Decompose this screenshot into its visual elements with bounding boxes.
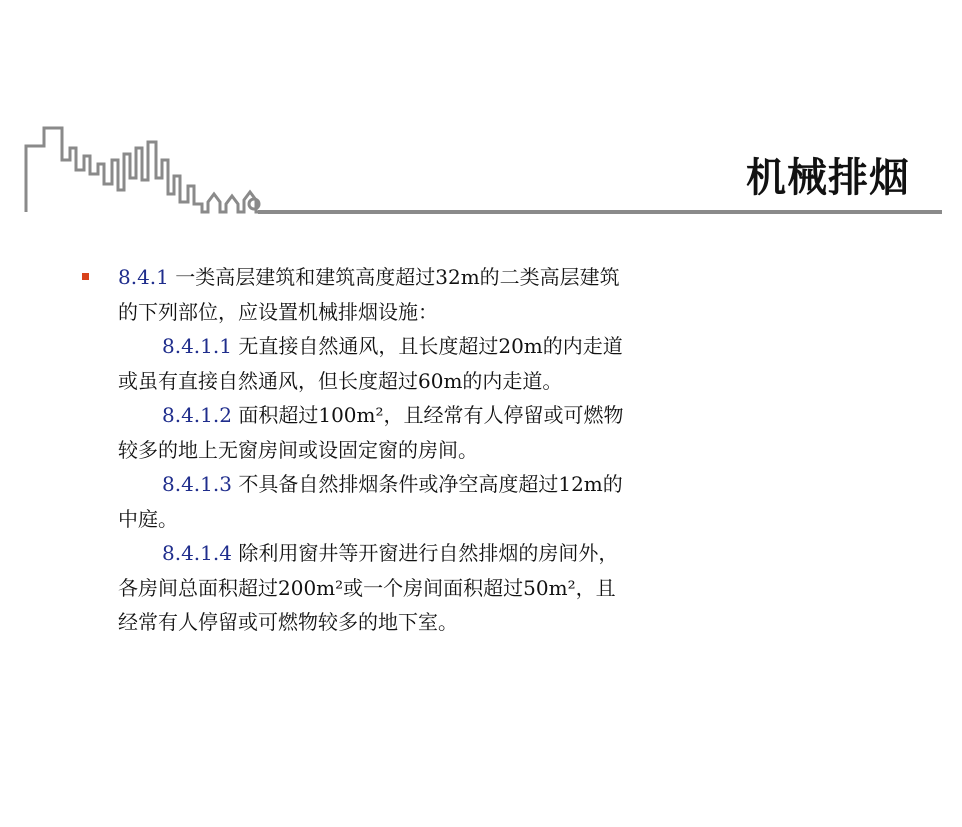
slide-title: 机械排烟 bbox=[746, 154, 910, 201]
clause-number: 8.4.1.2 bbox=[162, 403, 232, 427]
clause-text: 不具备自然排烟条件或净空高度超过12m的中庭。 bbox=[118, 472, 623, 531]
main-paragraph bbox=[118, 260, 628, 329]
clause-number: 8.4.1.3 bbox=[162, 472, 232, 496]
clause-text: 除利用窗井等开窗进行自然排烟的房间外，各房间总面积超过200m²或一个房间面积超过50m²，且经常有人停留或可燃物较多的地下室。 bbox=[118, 541, 619, 634]
content-body bbox=[118, 260, 628, 640]
clause-number: 8.4.1.4 bbox=[162, 541, 232, 565]
clause-number: 8.4.1 bbox=[118, 265, 169, 289]
sub-item-1 bbox=[118, 329, 628, 398]
clause-number: 8.4.1.1 bbox=[162, 334, 232, 358]
clause-text: 一类高层建筑和建筑高度超过32m的二类高层建筑的下列部位，应设置机械排烟设施： bbox=[118, 265, 620, 324]
bullet-square-icon bbox=[82, 273, 89, 280]
sub-item-4 bbox=[118, 536, 628, 640]
title-underline-rule bbox=[258, 210, 942, 214]
sub-item-2 bbox=[118, 398, 628, 467]
clause-text: 无直接自然通风，且长度超过20m的内走道或虽有直接自然通风，但长度超过60m的内走道。 bbox=[118, 334, 623, 393]
city-skyline-decoration bbox=[22, 120, 272, 220]
sub-item-3 bbox=[118, 467, 628, 536]
clause-text: 面积超过100m²，且经常有人停留或可燃物较多的地上无窗房间或设固定窗的房间。 bbox=[118, 403, 624, 462]
